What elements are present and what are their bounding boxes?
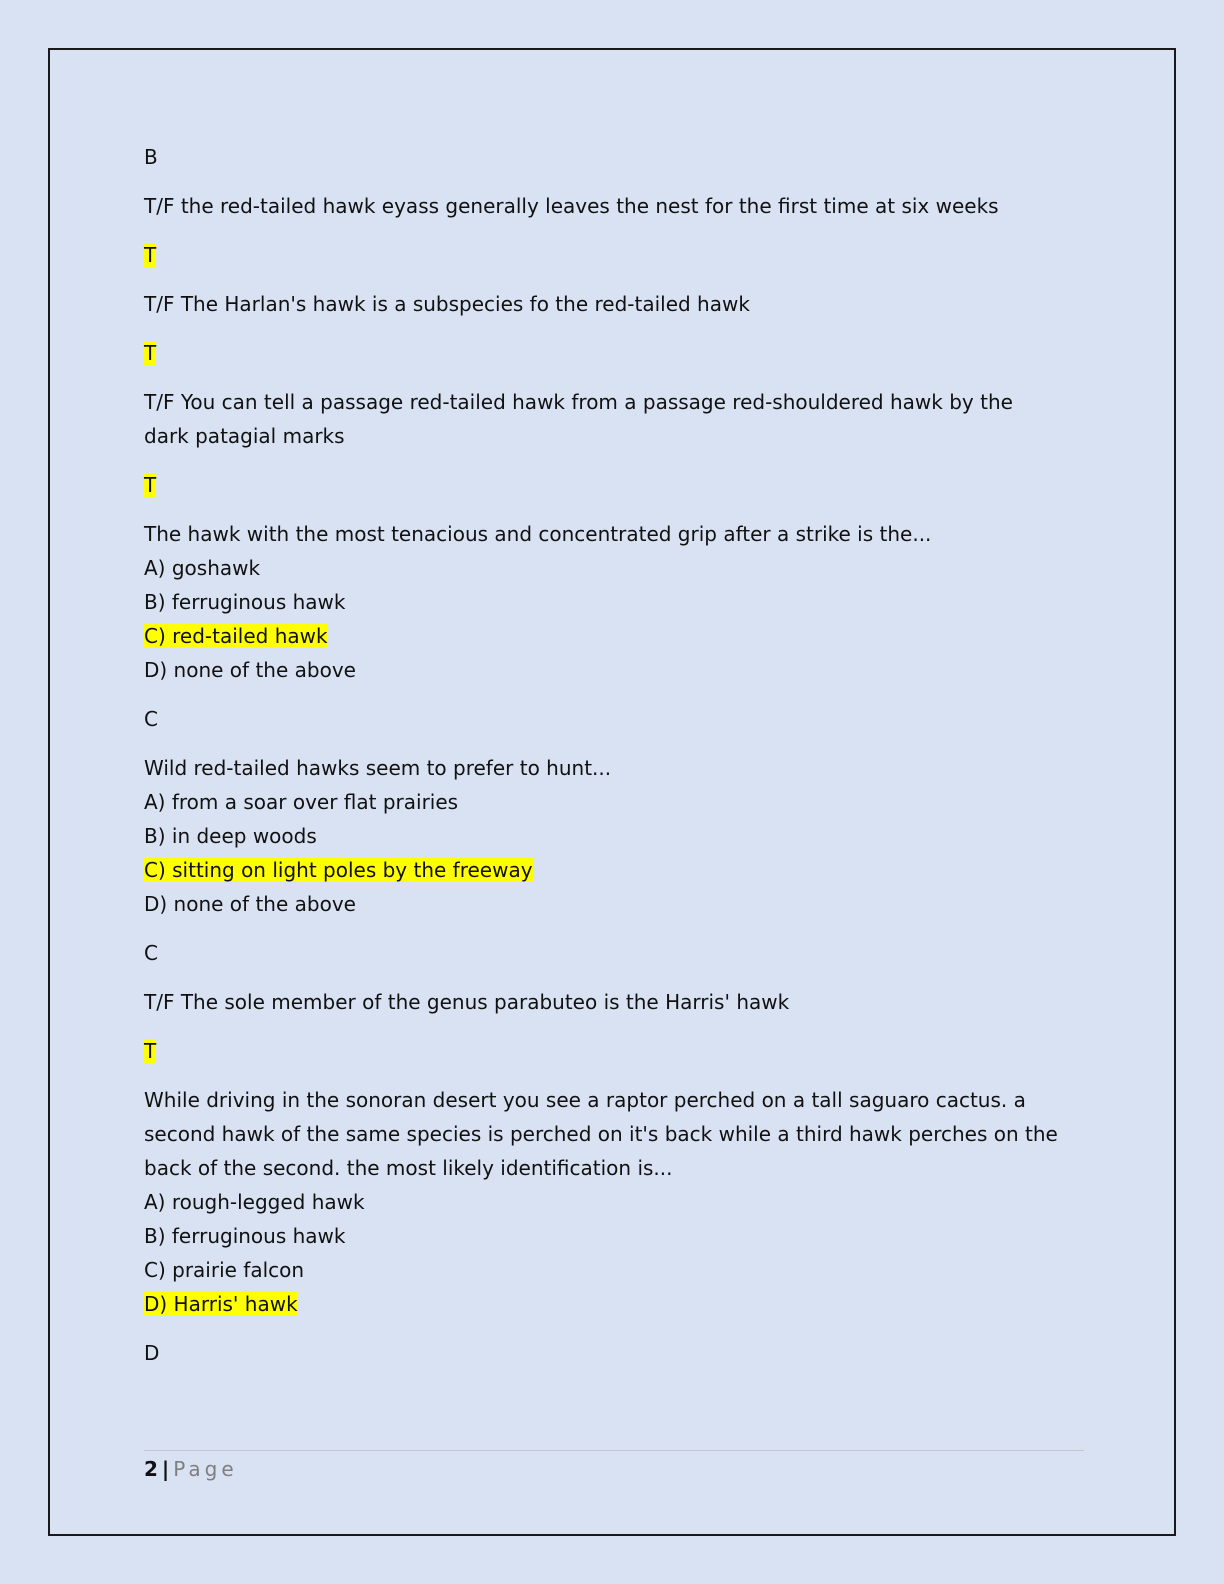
document-body: [144, 140, 1084, 1370]
footer-divider: [144, 1450, 1084, 1451]
highlighted-answer: T: [144, 341, 157, 365]
highlighted-answer: T: [144, 243, 157, 267]
highlighted-answer: D) Harris' hawk: [144, 1292, 298, 1316]
highlighted-answer: T: [144, 1039, 157, 1063]
answer-text: [144, 238, 1084, 272]
option-d: [144, 1287, 1084, 1321]
question-text: Wild red-tailed hawks seem to prefer to hunt...: [144, 756, 612, 780]
multiple-choice-question: [144, 751, 1084, 921]
question-text: T/F the red-tailed hawk eyass generally leaves the nest for the first time at six weeks: [144, 194, 999, 218]
page-footer: [144, 1454, 238, 1484]
option-a: A) rough-legged hawk: [144, 1190, 365, 1214]
answer-text: C: [144, 707, 158, 731]
highlighted-answer: C) red-tailed hawk: [144, 624, 328, 648]
question-text: T/F The Harlan's hawk is a subspecies fo the red-tailed hawk: [144, 292, 750, 316]
question-text: While driving in the sonoran desert you see a raptor perched on a tall saguaro cactus. a second hawk of the same species is perched on it's back while a third hawk perches on the back of the second. the most likely identification is...: [144, 1088, 1058, 1180]
answer-text: [144, 468, 1084, 502]
page-number: 2: [144, 1457, 158, 1481]
question-text: The hawk with the most tenacious and concentrated grip after a strike is the...: [144, 522, 932, 546]
option-b: B) in deep woods: [144, 824, 317, 848]
multiple-choice-question: [144, 1083, 1084, 1321]
option-c: [144, 853, 1084, 887]
option-c: C) prairie falcon: [144, 1258, 305, 1282]
question-text: T/F You can tell a passage red-tailed hawk from a passage red-shouldered hawk by the dark patagial marks: [144, 390, 1013, 448]
highlighted-answer: T: [144, 473, 157, 497]
option-b: B) ferruginous hawk: [144, 1224, 346, 1248]
option-c: [144, 619, 1084, 653]
option-a: A) from a soar over flat prairies: [144, 790, 459, 814]
option-b: B) ferruginous hawk: [144, 590, 346, 614]
question-text: T/F The sole member of the genus parabuteo is the Harris' hawk: [144, 990, 790, 1014]
answer-text: B: [144, 145, 158, 169]
answer-text: [144, 1034, 1084, 1068]
multiple-choice-question: [144, 517, 1084, 687]
highlighted-answer: C) sitting on light poles by the freeway: [144, 858, 533, 882]
page-label: Page: [173, 1457, 238, 1481]
answer-text: [144, 336, 1084, 370]
answer-text: D: [144, 1341, 160, 1365]
footer-separator: |: [161, 1457, 170, 1481]
option-d: D) none of the above: [144, 658, 356, 682]
option-d: D) none of the above: [144, 892, 356, 916]
answer-text: C: [144, 941, 158, 965]
option-a: A) goshawk: [144, 556, 261, 580]
